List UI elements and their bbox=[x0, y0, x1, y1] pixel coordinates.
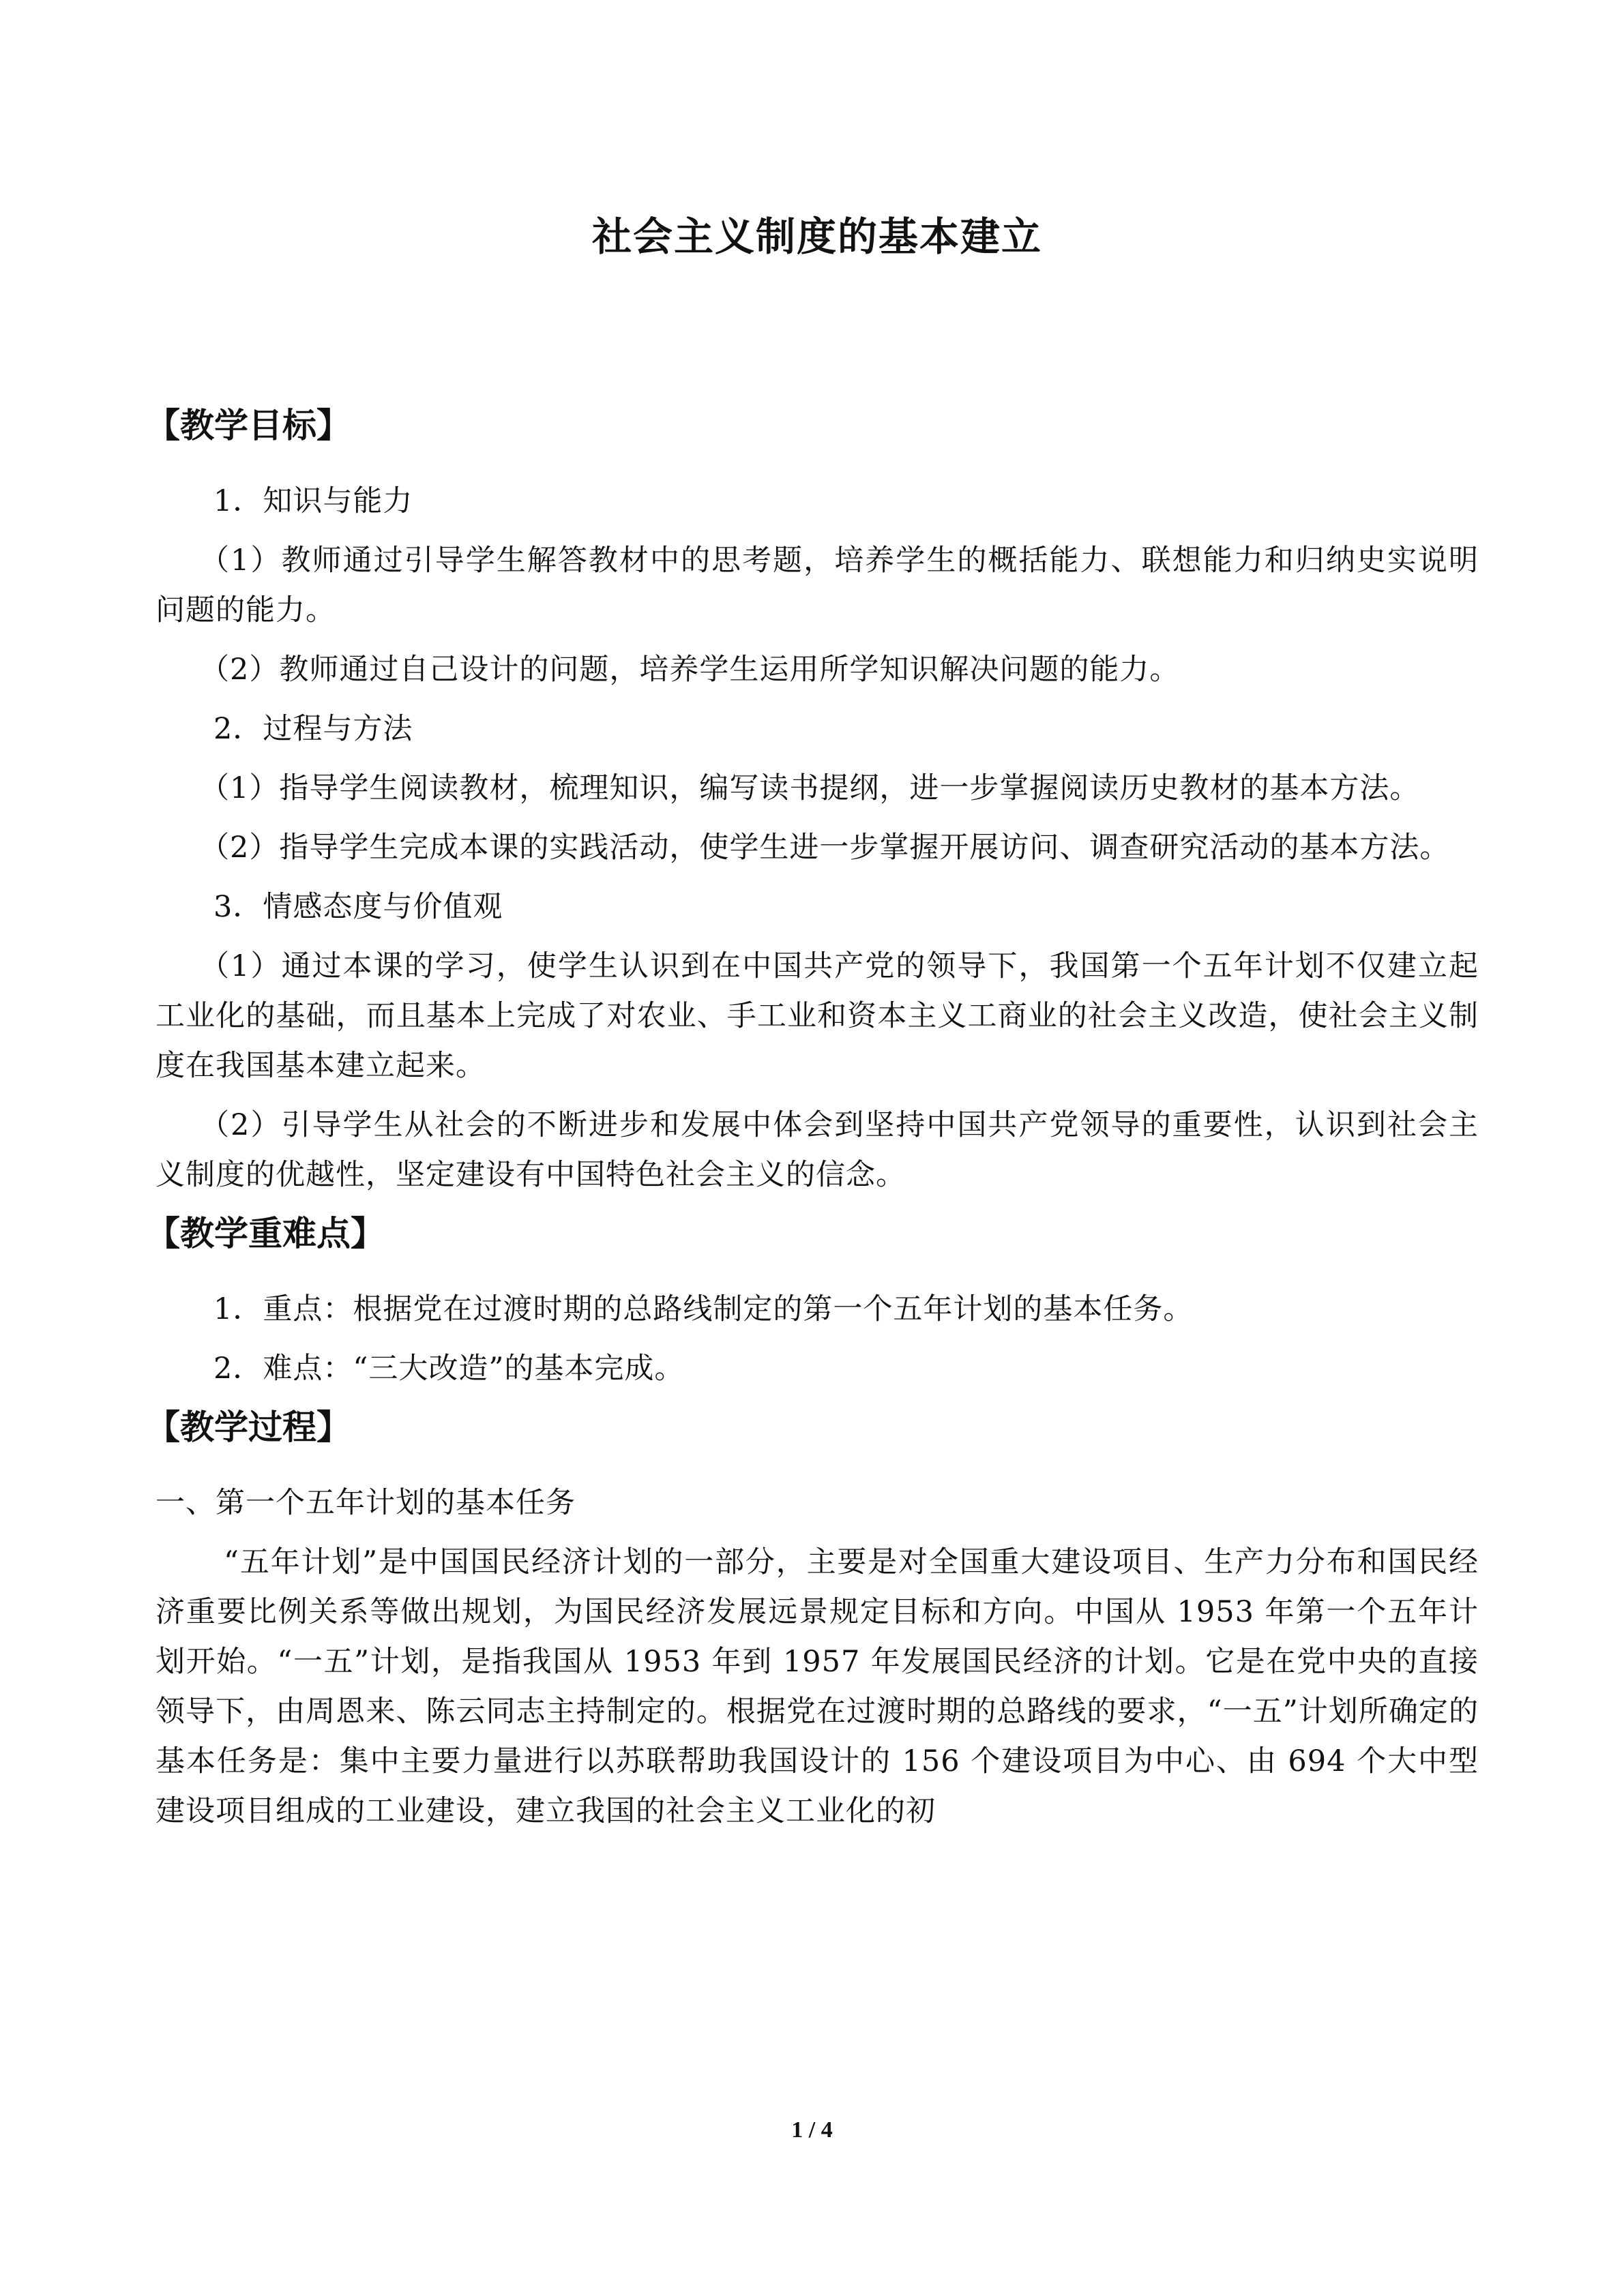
process-paragraph: “五年计划”是中国国民经济计划的一部分，主要是对全国重大建设项目、生产力分布和国民经济重要比例关系等做出规划，为国民经济发展远景规定目标和方向。中国从 1953 年第一个五年计划开始。“一五”计划，是指我国从 1953 年到 1957 年发展国民经济的计划。它是在党中央的直接领导下，由周恩来、陈云同志主持制定的。根据党在过渡时期的总路线的要求，“一五”计划所确定的基本任务是：集中主要力量进行以苏联帮助我国设计的 156 个建设项目为中心、由 694 个大中型建设项目组成的工业建设，建立我国的社会主义工业化的初 bbox=[156, 1545, 1479, 1828]
key-point-item: 1．重点：根据党在过渡时期的总路线制定的第一个五年计划的基本任务。 bbox=[213, 1292, 1194, 1326]
page-number: 1 / 4 bbox=[791, 2117, 833, 2143]
page-content bbox=[146, 205, 1479, 1846]
goal-item: （2）教师通过自己设计的问题，培养学生运用所学知识解决问题的能力。 bbox=[200, 653, 1180, 687]
section-heading-teaching-process: 【教学过程】 bbox=[146, 1407, 351, 1447]
goal-item: （1）通过本课的学习，使学生认识到在中国共产党的领导下，我国第一个五年计划不仅建立起工业化的基础，而且基本上完成了对农业、手工业和资本主义工商业的社会主义改造，使社会主义制度在我国基本建立起来。 bbox=[156, 949, 1479, 1083]
key-point-item: 2．难点：“三大改造”的基本完成。 bbox=[213, 1352, 685, 1386]
goal-item: （2）指导学生完成本课的实践活动，使学生进一步掌握开展访问、调查研究活动的基本方法。 bbox=[200, 831, 1450, 865]
goal-item: （2）引导学生从社会的不断进步和发展中体会到坚持中国共产党领导的重要性，认识到社会主义制度的优越性，坚定建设有中国特色社会主义的信念。 bbox=[156, 1108, 1479, 1192]
goal-item: （1）指导学生阅读教材，梳理知识，编写读书提纲，进一步掌握阅读历史教材的基本方法。 bbox=[200, 771, 1420, 805]
goal-item: 3．情感态度与价值观 bbox=[213, 890, 503, 924]
process-subheading: 一、第一个五年计划的基本任务 bbox=[156, 1486, 576, 1520]
section-heading-key-points: 【教学重难点】 bbox=[146, 1214, 385, 1253]
goal-item: （1）教师通过引导学生解答教材中的思考题，培养学生的概括能力、联想能力和归纳史实说明问题的能力。 bbox=[156, 543, 1479, 627]
goal-item: 1．知识与能力 bbox=[213, 484, 413, 518]
section-heading-teaching-goals: 【教学目标】 bbox=[146, 406, 351, 445]
page-title: 社会主义制度的基本建立 bbox=[591, 213, 1042, 260]
goal-item: 2．过程与方法 bbox=[213, 712, 413, 746]
